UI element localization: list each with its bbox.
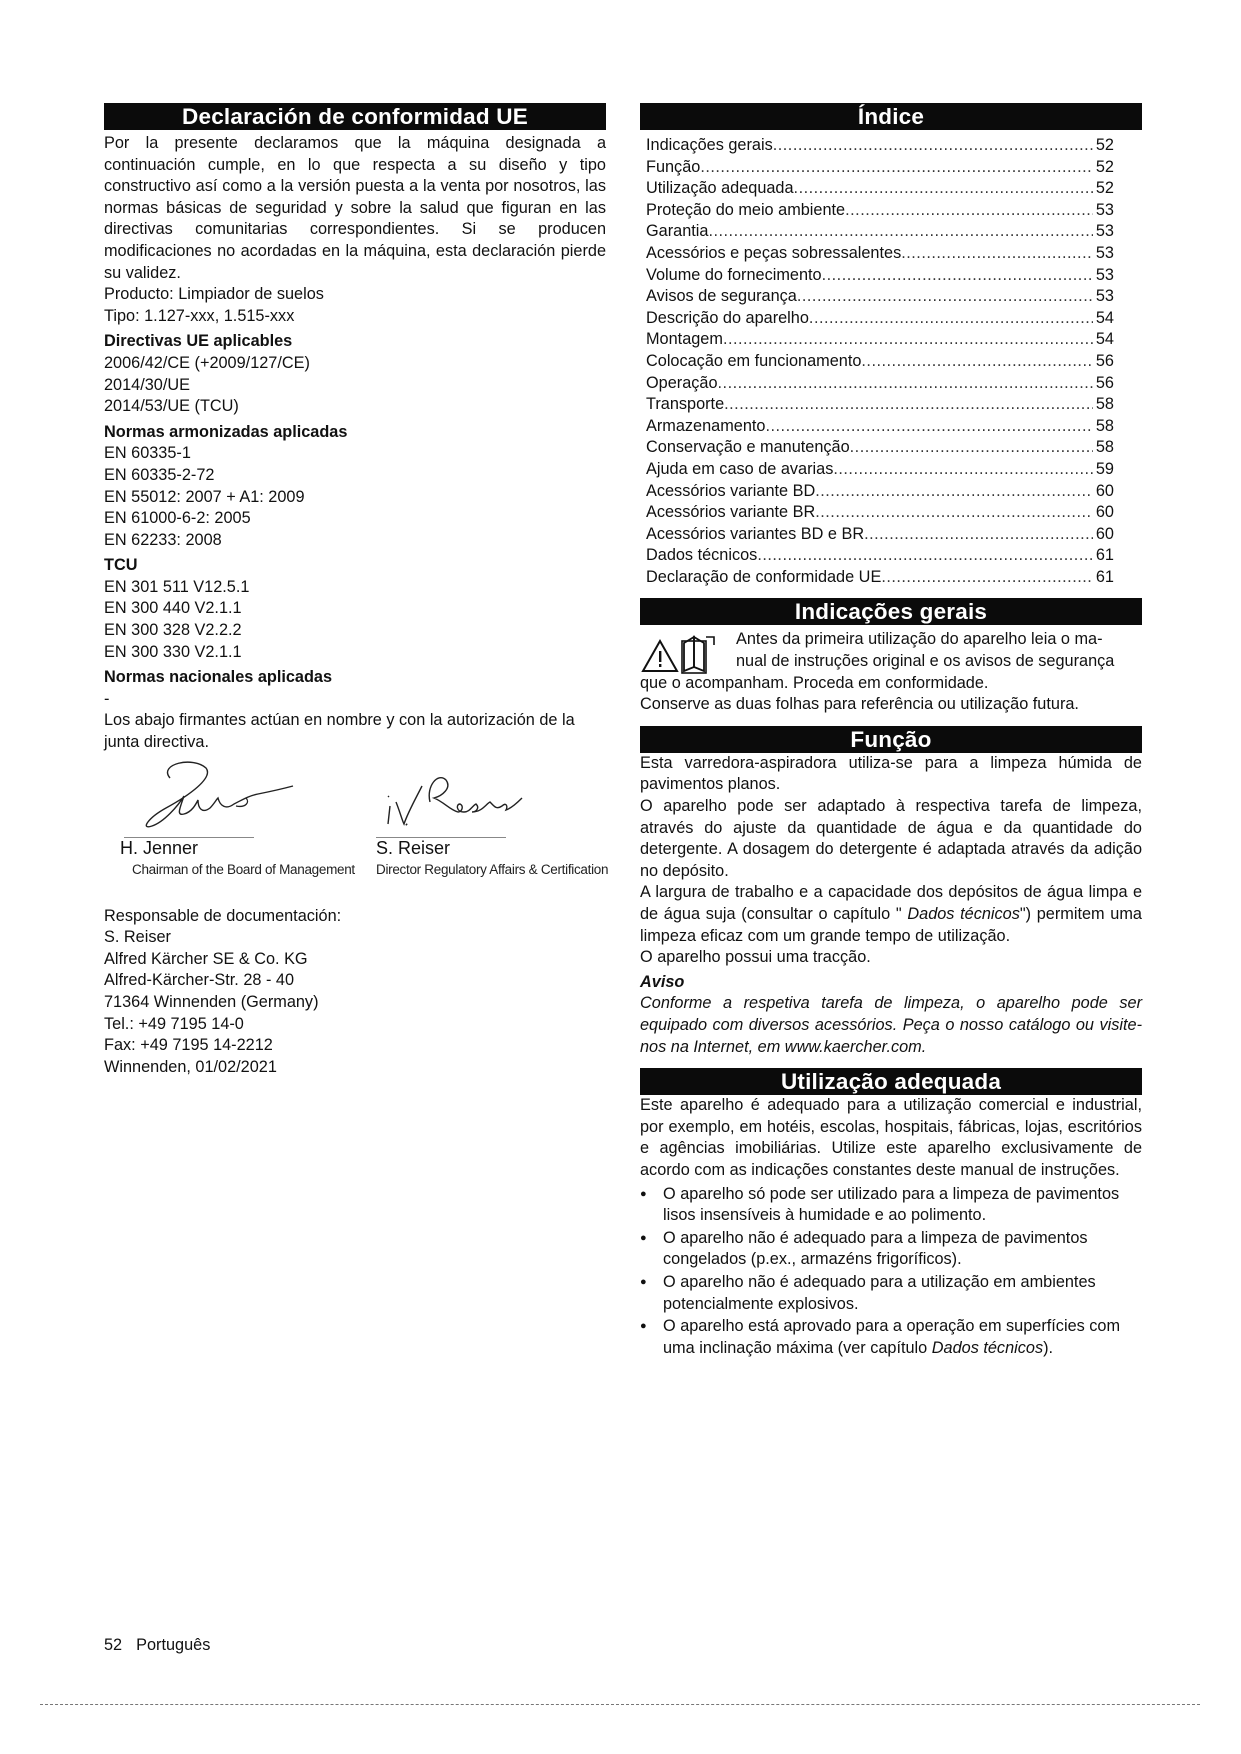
toc-entry[interactable] — [646, 459, 1142, 481]
toc-entry-page: 53 — [1095, 200, 1114, 219]
function-paragraph: Esta varredora-aspiradora utiliza-se para a limpeza húmida de pavimentos planos. — [640, 753, 1142, 794]
toc-entry-page: 52 — [1095, 157, 1114, 176]
toc-entry[interactable] — [646, 329, 1142, 351]
contact-line: Alfred Kärcher SE & Co. KG — [104, 949, 308, 968]
toc-entry[interactable] — [646, 200, 1142, 222]
toc-entry-page: 53 — [1095, 243, 1114, 262]
toc-entry-page: 61 — [1095, 567, 1114, 586]
toc-entry-page: 53 — [1095, 265, 1114, 284]
contact-line: Tel.: +49 7195 14-0 — [104, 1014, 244, 1033]
tcu-item: EN 300 440 V2.1.1 — [104, 599, 242, 618]
index-title: Índice — [640, 103, 1142, 130]
toc-entry[interactable] — [646, 545, 1142, 567]
toc-entry[interactable] — [646, 437, 1142, 459]
signature-jenner — [104, 762, 355, 898]
contact-line: Alfred-Kärcher-Str. 28 - 40 — [104, 971, 295, 990]
toc-entry-page: 61 — [1095, 546, 1114, 565]
directive-item: 2006/42/CE (+2009/127/CE) — [104, 353, 310, 372]
toc-entry[interactable] — [646, 178, 1142, 200]
national-norms-heading: Normas nacionales aplicadas — [104, 668, 333, 687]
toc-entry[interactable] — [646, 502, 1142, 524]
norm-item: EN 55012: 2007 + A1: 2009 — [104, 487, 305, 506]
toc-leader-dots — [850, 437, 1093, 459]
toc-entry-title: Conservação e manutenção — [646, 438, 850, 457]
norm-item: EN 62233: 2008 — [104, 530, 222, 549]
bottom-divider — [40, 1704, 1200, 1706]
toc-entry-title: Acessórios variantes BD e BR — [646, 524, 865, 543]
toc-leader-dots — [833, 459, 1093, 481]
toc-entry[interactable] — [646, 221, 1142, 243]
signature-reiser — [376, 762, 609, 898]
toc-entry[interactable] — [646, 265, 1142, 287]
toc-entry[interactable] — [646, 416, 1142, 438]
toc-leader-dots — [765, 416, 1092, 438]
handwritten-signature-reiser — [376, 762, 536, 838]
toc-leader-dots — [718, 373, 1093, 395]
toc-leader-dots — [708, 221, 1092, 243]
list-item: ● O aparelho só pode ser utilizado para a limpeza de pavimentos lisos insensíveis à humidade e ao polimento. — [640, 1184, 1142, 1227]
toc-entry-page: 54 — [1095, 330, 1114, 349]
list-item: ● O aparelho não é adequado para a utilização em ambientes potencialmente explosivos. — [640, 1272, 1142, 1315]
warning-text-line: Antes da primeira utilização do aparelho leia o ma- — [736, 630, 1103, 649]
directive-item: 2014/53/UE (TCU) — [104, 397, 239, 416]
toc-entry-title: Operação — [646, 373, 718, 392]
toc-entry-page: 52 — [1095, 136, 1114, 154]
norms-heading: Normas armonizadas aplicadas — [104, 422, 348, 441]
toc-entry[interactable] — [646, 286, 1142, 308]
note-text: Conforme a respetiva tarefa de limpeza, o aparelho pode ser equipado com diversos acessórios. Peça o nosso catálogo ou visite-nos na Internet, em www.kaercher.com. — [640, 994, 1142, 1056]
toc-entry-page: 56 — [1095, 373, 1114, 392]
intended-use-title: Utilização adequada — [640, 1068, 1142, 1095]
toc-leader-dots — [845, 200, 1093, 222]
toc-entry[interactable] — [646, 308, 1142, 330]
toc-leader-dots — [809, 308, 1093, 330]
toc-leader-dots — [700, 157, 1093, 179]
function-paragraph: O aparelho pode ser adaptado à respectiva tarefa de limpeza, através do ajuste da quantidade de água e da quantidade do detergente. A dosagem do detergente é adaptada através da adição no depósito. — [640, 797, 1142, 880]
tcu-heading: TCU — [104, 556, 138, 575]
toc-entry-title: Acessórios variante BD — [646, 481, 816, 500]
function-paragraph: O aparelho possui uma tracção. — [640, 948, 871, 967]
product-line: Producto: Limpiador de suelos — [104, 285, 324, 304]
toc-entry[interactable] — [646, 243, 1142, 265]
directive-item: 2014/30/UE — [104, 375, 190, 394]
toc-leader-dots — [757, 545, 1093, 567]
toc-entry[interactable] — [646, 394, 1142, 416]
toc-entry-title: Transporte — [646, 395, 725, 414]
signer-name: H. Jenner — [120, 837, 199, 858]
toc-leader-dots — [815, 481, 1093, 503]
warning-manual-icon — [640, 631, 734, 675]
warning-block — [640, 629, 1142, 715]
toc-entry-page: 54 — [1095, 308, 1114, 327]
toc-entry[interactable] — [646, 351, 1142, 373]
toc-entry-page: 60 — [1095, 524, 1114, 543]
toc-entry-page: 58 — [1095, 416, 1114, 435]
tcu-item: EN 300 328 V2.2.2 — [104, 621, 242, 640]
toc-entry-title: Declaração de conformidade UE — [646, 567, 882, 586]
toc-leader-dots — [724, 394, 1093, 416]
toc-leader-dots — [901, 243, 1093, 265]
intended-use-paragraph: Este aparelho é adequado para a utilização comercial e industrial, por exemplo, em hotéis, escolas, hospitais, fábricas, lojas, escritórios e agências imobiliárias. Utilize este aparelho exclusivamente de acordo com as indicações constantes deste manual de instruções. — [640, 1096, 1142, 1179]
toc-entry-title: Ajuda em caso de avarias — [646, 459, 834, 478]
manual-column — [640, 103, 1142, 1360]
toc-entry-title: Indicações gerais — [646, 136, 773, 154]
norm-item: EN 60335-1 — [104, 444, 191, 463]
technical-data-reference: Dados técnicos — [907, 905, 1020, 923]
toc-entry[interactable] — [646, 157, 1142, 179]
table-of-contents — [640, 135, 1142, 588]
toc-entry-title: Função — [646, 157, 701, 176]
toc-entry[interactable] — [646, 135, 1142, 157]
intended-use-list — [640, 1184, 1142, 1360]
contact-line: 71364 Winnenden (Germany) — [104, 993, 319, 1011]
toc-leader-dots — [815, 502, 1093, 524]
national-norms-value: - — [104, 689, 110, 708]
toc-entry-page: 59 — [1095, 459, 1114, 478]
type-line: Tipo: 1.127-xxx, 1.515-xxx — [104, 306, 295, 325]
toc-entry-title: Montagem — [646, 330, 723, 349]
toc-leader-dots — [794, 178, 1093, 200]
toc-entry-title: Dados técnicos — [646, 546, 758, 565]
page-number: 52 — [104, 1636, 123, 1654]
toc-entry-page: 58 — [1095, 438, 1114, 457]
toc-leader-dots — [861, 351, 1092, 373]
contact-line: Fax: +49 7195 14-2212 — [104, 1036, 273, 1055]
toc-leader-dots — [881, 567, 1093, 589]
toc-entry-title: Descrição do aparelho — [646, 308, 809, 327]
toc-entry-page: 52 — [1095, 179, 1114, 198]
tcu-item: EN 300 330 V2.1.1 — [104, 642, 242, 661]
list-item-text: O aparelho está aprovado para a operação em superfícies com uma inclinação máxima (ver capítulo — [663, 1317, 1121, 1357]
signer-role: Chairman of the Board of Management — [132, 861, 355, 877]
toc-entry[interactable] — [646, 373, 1142, 395]
declaration-title: Declaración de conformidad UE — [104, 103, 606, 130]
toc-entry-title: Acessórios e peças sobressalentes — [646, 243, 902, 262]
toc-entry-page: 56 — [1095, 351, 1114, 370]
warning-text-line: nual de instruções original e os avisos de segurança — [736, 652, 1115, 671]
toc-entry[interactable] — [646, 567, 1142, 589]
toc-entry-title: Avisos de segurança — [646, 287, 797, 306]
toc-leader-dots — [864, 524, 1093, 546]
general-title: Indicações gerais — [640, 598, 1142, 625]
keep-sheets-text: Conserve as duas folhas para referência ou utilização futura. — [640, 695, 1079, 714]
note-heading: Aviso — [640, 972, 685, 991]
signer-name: S. Reiser — [376, 837, 451, 858]
toc-leader-dots — [723, 329, 1093, 351]
toc-leader-dots — [822, 265, 1093, 287]
toc-entry-title: Armazenamento — [646, 416, 766, 435]
list-item-text: ). — [1043, 1338, 1054, 1357]
tcu-item: EN 301 511 V12.5.1 — [104, 577, 250, 596]
signature-block — [104, 762, 609, 898]
handwritten-signature-jenner — [118, 756, 308, 836]
contact-line: Responsable de documentación: — [104, 906, 342, 925]
list-item — [640, 1316, 1142, 1359]
toc-entry-page: 60 — [1095, 481, 1114, 500]
footer-language: Português — [136, 1636, 211, 1654]
toc-entry-page: 53 — [1095, 222, 1114, 241]
warning-text-line: que o acompanham. Proceda em conformidade. — [640, 673, 989, 692]
norm-item: EN 61000-6-2: 2005 — [104, 509, 251, 528]
directives-heading: Directivas UE aplicables — [104, 332, 293, 351]
toc-leader-dots — [773, 135, 1093, 157]
toc-entry-page: 53 — [1095, 287, 1114, 306]
toc-entry-title: Garantia — [646, 222, 709, 241]
toc-entry-title: Utilização adequada — [646, 179, 794, 198]
toc-entry-title: Acessórios variante BR — [646, 503, 816, 522]
declaration-column — [104, 103, 609, 1078]
toc-entry[interactable] — [646, 524, 1142, 546]
declaration-intro: Por la presente declaramos que la máquina designada a continuación cumple, en lo que respecta a su diseño y tipo constructivo así como a la versión puesta a la venta por nosotros, las normas básicas de seguridad y sobre la salud que figuran en las directivas comunitarias correspondientes. Si se producen modificaciones no acordadas en la máquina, esta declaración pierde su validez. — [104, 134, 606, 282]
function-title: Função — [640, 726, 1142, 753]
toc-entry[interactable] — [646, 481, 1142, 503]
toc-entry-title: Volume do fornecimento — [646, 265, 822, 284]
page-footer — [104, 1636, 224, 1655]
toc-entry-page: 60 — [1095, 503, 1114, 522]
function-text: A largura de trabalho e a capacidade dos depósitos de água limpa e de água suja (consultar o capítulo " — [640, 883, 1142, 923]
signer-role: Director Regulatory Affairs & Certification — [376, 861, 609, 877]
toc-entry-title: Proteção do meio ambiente — [646, 200, 846, 219]
contact-line: S. Reiser — [104, 928, 171, 947]
function-text: ") permitem uma limpeza eficaz com um grande tempo de utilização. — [640, 905, 1142, 945]
norm-item: EN 60335-2-72 — [104, 465, 215, 484]
signers-text: Los abajo firmantes actúan en nombre y con la autorización de la junta directiva. — [104, 711, 575, 752]
toc-entry-title: Colocação em funcionamento — [646, 351, 862, 370]
technical-data-reference: Dados técnicos — [931, 1338, 1044, 1357]
contact-line: Winnenden, 01/02/2021 — [104, 1057, 277, 1076]
function-paragraph — [640, 882, 1142, 947]
toc-leader-dots — [797, 286, 1093, 308]
toc-entry-page: 58 — [1095, 395, 1114, 414]
list-item: ● O aparelho não é adequado para a limpeza de pavimentos congelados (p.ex., armazéns frigoríficos). — [640, 1228, 1142, 1271]
